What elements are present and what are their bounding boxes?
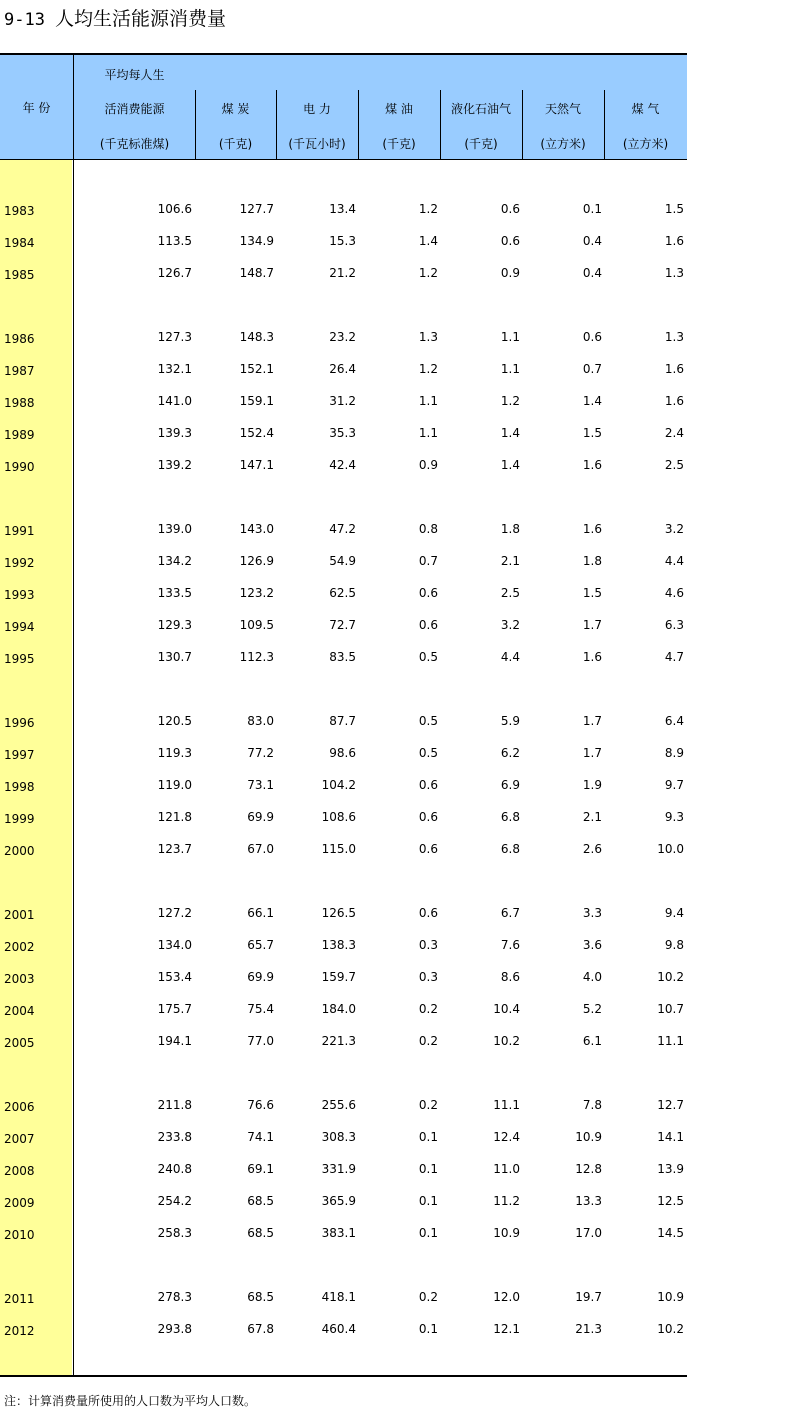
header-kerosene-label: 煤 油 [385,102,413,116]
row-value: 6.7 [500,906,520,920]
row-value: 73.1 [247,778,274,792]
row-value: 308.3 [321,1130,356,1144]
row-value: 134.0 [157,938,192,952]
header-town-gas [604,55,687,159]
row-value: 255.6 [321,1098,356,1112]
row-value: 0.6 [418,842,438,856]
row-value: 6.4 [664,714,684,728]
row-value: 120.5 [157,714,192,728]
row-year: 2004 [4,1004,35,1018]
row-year: 1993 [4,588,35,602]
header-total-line2: 活消费能源 [104,102,165,116]
row-value: 15.3 [329,234,356,248]
row-value: 10.7 [657,1002,684,1016]
row-year: 1994 [4,620,35,634]
row-value: 19.7 [575,1290,602,1304]
row-year: 1991 [4,524,35,538]
row-value: 106.6 [157,202,192,216]
row-year: 1998 [4,780,35,794]
row-value: 1.5 [664,202,684,216]
row-value: 0.8 [418,522,438,536]
row-value: 14.5 [657,1226,684,1240]
header-total-line1: 平均每人生 [104,68,165,82]
row-year: 1984 [4,236,35,250]
row-value: 4.4 [500,650,520,664]
row-value: 127.2 [157,906,192,920]
row-year: 2012 [4,1324,35,1338]
row-value: 1.6 [664,362,684,376]
row-value: 129.3 [157,618,192,632]
row-value: 2.4 [664,426,684,440]
row-value: 0.1 [418,1194,438,1208]
row-value: 6.9 [500,778,520,792]
row-value: 0.2 [418,1002,438,1016]
row-value: 4.4 [664,554,684,568]
row-value: 365.9 [321,1194,356,1208]
row-value: 383.1 [321,1226,356,1240]
row-value: 10.4 [493,1002,520,1016]
row-value: 159.7 [321,970,356,984]
row-value: 0.2 [418,1290,438,1304]
row-value: 3.2 [500,618,520,632]
row-value: 4.6 [664,586,684,600]
row-value: 0.6 [418,810,438,824]
row-year: 1992 [4,556,35,570]
row-value: 141.0 [157,394,192,408]
row-value: 9.8 [664,938,684,952]
row-value: 194.1 [157,1034,192,1048]
row-value: 1.7 [582,746,602,760]
row-value: 1.1 [500,362,520,376]
row-value: 0.3 [418,970,438,984]
row-value: 1.4 [500,458,520,472]
row-value: 1.4 [582,394,602,408]
row-value: 10.2 [657,970,684,984]
row-value: 21.3 [575,1322,602,1336]
row-value: 121.8 [157,810,192,824]
row-value: 77.0 [247,1034,274,1048]
row-value: 0.6 [500,202,520,216]
row-year: 1986 [4,332,35,346]
row-value: 139.2 [157,458,192,472]
header-total [74,55,195,159]
row-value: 1.2 [418,266,438,280]
table-header [0,55,687,159]
row-value: 14.1 [657,1130,684,1144]
header-divider [440,90,441,159]
row-value: 10.9 [493,1226,520,1240]
row-value: 0.6 [418,586,438,600]
year-column-divider [73,160,74,1375]
row-value: 62.5 [329,586,356,600]
row-value: 1.2 [418,202,438,216]
row-value: 75.4 [247,1002,274,1016]
row-value: 126.9 [239,554,274,568]
page-title [4,4,226,31]
row-value: 8.6 [500,970,520,984]
row-value: 0.9 [500,266,520,280]
row-value: 2.5 [664,458,684,472]
header-lpg [440,55,522,159]
row-value: 2.1 [500,554,520,568]
row-value: 10.0 [657,842,684,856]
row-value: 1.3 [664,330,684,344]
header-rule [0,159,687,160]
row-value: 0.5 [418,746,438,760]
row-value: 119.3 [157,746,192,760]
row-value: 139.0 [157,522,192,536]
row-year: 2011 [4,1292,35,1306]
header-kerosene [358,55,440,159]
row-value: 134.2 [157,554,192,568]
row-value: 3.6 [582,938,602,952]
row-value: 1.6 [582,458,602,472]
row-value: 1.3 [418,330,438,344]
row-value: 1.6 [582,522,602,536]
header-lpg-label: 液化石油气 [450,102,511,116]
row-value: 68.5 [247,1226,274,1240]
row-value: 11.1 [657,1034,684,1048]
row-value: 12.4 [493,1130,520,1144]
row-value: 130.7 [157,650,192,664]
row-value: 1.3 [664,266,684,280]
row-value: 9.3 [664,810,684,824]
row-value: 0.1 [582,202,602,216]
row-year: 2010 [4,1228,35,1242]
row-value: 68.5 [247,1290,274,1304]
row-value: 12.8 [575,1162,602,1176]
row-value: 0.7 [418,554,438,568]
row-value: 119.0 [157,778,192,792]
row-value: 9.7 [664,778,684,792]
bottom-rule [0,1375,687,1377]
row-year: 2009 [4,1196,35,1210]
row-value: 31.2 [329,394,356,408]
row-value: 1.2 [418,362,438,376]
row-value: 112.3 [239,650,274,664]
row-value: 74.1 [247,1130,274,1144]
row-value: 6.8 [500,842,520,856]
row-value: 6.3 [664,618,684,632]
row-value: 10.9 [657,1290,684,1304]
row-year: 2000 [4,844,35,858]
row-value: 4.0 [582,970,602,984]
row-year: 2003 [4,972,35,986]
header-year [0,55,73,159]
row-year: 2007 [4,1132,35,1146]
row-value: 1.2 [500,394,520,408]
row-value: 54.9 [329,554,356,568]
row-value: 12.5 [657,1194,684,1208]
row-year: 1985 [4,268,35,282]
row-value: 1.1 [418,426,438,440]
row-value: 127.3 [157,330,192,344]
row-year: 1996 [4,716,35,730]
row-value: 0.2 [418,1034,438,1048]
row-value: 7.6 [500,938,520,952]
row-value: 0.9 [418,458,438,472]
row-value: 418.1 [321,1290,356,1304]
row-value: 5.9 [500,714,520,728]
row-value: 13.4 [329,202,356,216]
header-natural-gas-label: 天然气 [544,102,581,116]
row-value: 0.1 [418,1226,438,1240]
row-value: 148.3 [239,330,274,344]
row-value: 7.8 [582,1098,602,1112]
row-value: 143.0 [239,522,274,536]
row-value: 152.1 [239,362,274,376]
row-value: 3.3 [582,906,602,920]
row-value: 3.2 [664,522,684,536]
row-value: 460.4 [321,1322,356,1336]
row-value: 4.7 [664,650,684,664]
row-value: 134.9 [239,234,274,248]
row-value: 69.9 [247,970,274,984]
header-total-unit: (千克标准煤) [99,137,170,151]
header-electricity-label: 电 力 [303,102,331,116]
row-year: 1987 [4,364,35,378]
row-value: 23.2 [329,330,356,344]
table-title: 人均生活能源消费量 [54,8,226,30]
header-divider [195,90,196,159]
row-year: 2006 [4,1100,35,1114]
row-value: 1.1 [500,330,520,344]
row-value: 258.3 [157,1226,192,1240]
row-value: 133.5 [157,586,192,600]
row-value: 5.2 [582,1002,602,1016]
row-value: 0.5 [418,650,438,664]
header-divider [604,90,605,159]
row-value: 11.1 [493,1098,520,1112]
row-value: 0.2 [418,1098,438,1112]
header-coal-unit: (千克) [218,137,253,151]
row-value: 0.5 [418,714,438,728]
row-value: 11.0 [493,1162,520,1176]
row-value: 67.0 [247,842,274,856]
row-year: 1997 [4,748,35,762]
row-value: 123.2 [239,586,274,600]
row-value: 1.5 [582,586,602,600]
row-value: 1.8 [582,554,602,568]
row-value: 2.6 [582,842,602,856]
row-value: 148.7 [239,266,274,280]
row-value: 0.6 [500,234,520,248]
row-value: 69.9 [247,810,274,824]
header-divider [522,90,523,159]
header-natural-gas-unit: (立方米) [540,137,586,151]
row-value: 1.4 [418,234,438,248]
row-value: 6.1 [582,1034,602,1048]
row-value: 9.4 [664,906,684,920]
row-value: 211.8 [157,1098,192,1112]
row-value: 293.8 [157,1322,192,1336]
row-value: 10.2 [493,1034,520,1048]
header-coal [195,55,276,159]
row-year: 1989 [4,428,35,442]
row-value: 87.7 [329,714,356,728]
row-value: 2.5 [500,586,520,600]
row-value: 83.5 [329,650,356,664]
row-value: 147.1 [239,458,274,472]
row-value: 72.7 [329,618,356,632]
row-value: 35.3 [329,426,356,440]
row-value: 12.0 [493,1290,520,1304]
row-value: 115.0 [321,842,356,856]
row-value: 126.5 [321,906,356,920]
header-kerosene-unit: (千克) [382,137,416,151]
row-year: 1988 [4,396,35,410]
row-value: 65.7 [247,938,274,952]
row-value: 67.8 [247,1322,274,1336]
row-year: 1983 [4,204,35,218]
row-value: 113.5 [157,234,192,248]
footnote: 注：计算消费量所使用的人口数为平均人口数。 [4,1394,257,1408]
row-value: 17.0 [575,1226,602,1240]
row-value: 233.8 [157,1130,192,1144]
row-value: 0.6 [418,618,438,632]
row-value: 126.7 [157,266,192,280]
row-value: 1.6 [664,234,684,248]
header-year-label: 年 份 [22,101,51,115]
row-value: 153.4 [157,970,192,984]
row-value: 0.1 [418,1130,438,1144]
row-value: 1.7 [582,618,602,632]
row-value: 13.3 [575,1194,602,1208]
row-value: 47.2 [329,522,356,536]
row-value: 278.3 [157,1290,192,1304]
row-value: 109.5 [239,618,274,632]
row-value: 152.4 [239,426,274,440]
row-value: 1.5 [582,426,602,440]
row-value: 0.6 [582,330,602,344]
row-year: 2008 [4,1164,35,1178]
header-lpg-unit: (千克) [464,137,498,151]
row-value: 184.0 [321,1002,356,1016]
row-value: 123.7 [157,842,192,856]
row-value: 6.2 [500,746,520,760]
row-value: 11.2 [493,1194,520,1208]
header-divider [276,90,277,159]
row-value: 221.3 [321,1034,356,1048]
row-value: 331.9 [321,1162,356,1176]
row-value: 68.5 [247,1194,274,1208]
row-value: 13.9 [657,1162,684,1176]
row-year: 1990 [4,460,35,474]
row-value: 12.7 [657,1098,684,1112]
table-number: 9-13 [4,10,45,30]
row-value: 159.1 [239,394,274,408]
row-value: 1.1 [418,394,438,408]
header-coal-label: 煤 炭 [221,102,250,116]
header-town-gas-label: 煤 气 [631,102,660,116]
row-year: 2001 [4,908,35,922]
row-value: 2.1 [582,810,602,824]
row-value: 0.1 [418,1322,438,1336]
row-value: 0.7 [582,362,602,376]
row-year: 2005 [4,1036,35,1050]
row-year: 2002 [4,940,35,954]
row-value: 21.2 [329,266,356,280]
row-value: 1.4 [500,426,520,440]
row-value: 1.8 [500,522,520,536]
row-value: 138.3 [321,938,356,952]
row-value: 10.9 [575,1130,602,1144]
header-divider [358,90,359,159]
row-value: 0.6 [418,906,438,920]
row-value: 76.6 [247,1098,274,1112]
row-value: 77.2 [247,746,274,760]
row-value: 8.9 [664,746,684,760]
row-value: 66.1 [247,906,274,920]
row-value: 12.1 [493,1322,520,1336]
row-value: 0.6 [418,778,438,792]
row-value: 69.1 [247,1162,274,1176]
row-year: 1999 [4,812,35,826]
row-value: 0.4 [582,234,602,248]
header-divider [73,55,74,159]
row-value: 42.4 [329,458,356,472]
row-value: 10.2 [657,1322,684,1336]
row-value: 0.4 [582,266,602,280]
row-value: 175.7 [157,1002,192,1016]
row-value: 108.6 [321,810,356,824]
row-value: 132.1 [157,362,192,376]
row-value: 240.8 [157,1162,192,1176]
row-value: 1.7 [582,714,602,728]
row-value: 6.8 [500,810,520,824]
row-value: 1.9 [582,778,602,792]
header-natural-gas [522,55,604,159]
row-value: 0.1 [418,1162,438,1176]
header-town-gas-unit: (立方米) [622,137,669,151]
row-value: 254.2 [157,1194,192,1208]
row-value: 1.6 [664,394,684,408]
header-electricity [276,55,358,159]
row-value: 1.6 [582,650,602,664]
row-value: 83.0 [247,714,274,728]
row-value: 98.6 [329,746,356,760]
row-value: 104.2 [321,778,356,792]
row-value: 0.3 [418,938,438,952]
row-value: 139.3 [157,426,192,440]
header-electricity-unit: (千瓦小时) [288,137,346,151]
row-year: 1995 [4,652,35,666]
row-value: 26.4 [329,362,356,376]
row-value: 127.7 [239,202,274,216]
